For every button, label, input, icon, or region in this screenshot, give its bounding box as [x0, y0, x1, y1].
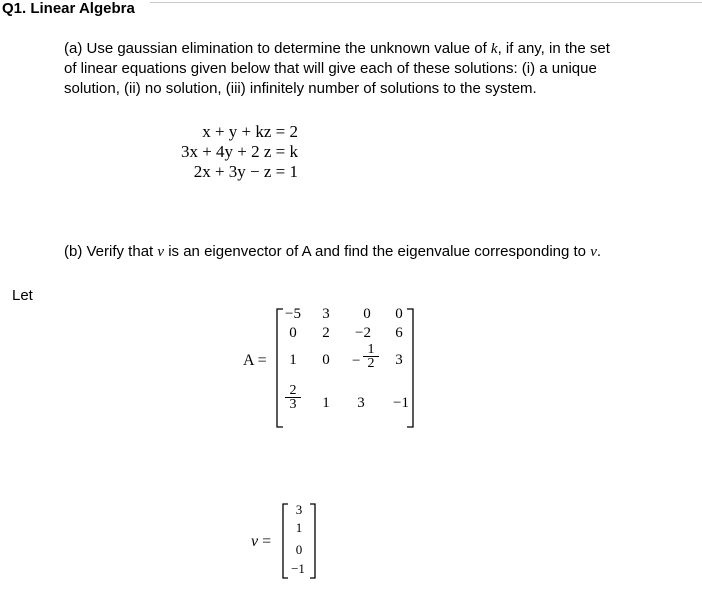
- matrix-a-cell: 1: [289, 352, 297, 368]
- equation-2: 3x + 4y + 2 z = k: [180, 142, 298, 161]
- matrix-a-cell: −2: [355, 325, 371, 341]
- matrix-a-cell: 1: [322, 395, 330, 411]
- vector-v-entry: 1: [295, 520, 303, 535]
- matrix-a-label: A =: [243, 352, 267, 369]
- question-title: Q1. Linear Algebra: [2, 0, 135, 17]
- part-a-text: [64, 39, 664, 99]
- vector-v-entry: 3: [295, 502, 303, 517]
- matrix-a-fraction-half: $\frac{1}{2}$: [363, 343, 379, 370]
- matrix-a-fraction-two-thirds: $\frac{2}{3}$: [285, 384, 301, 411]
- vector-v-label-data: [0, 0, 1, 1]
- matrix-a-cell: 3: [357, 395, 365, 411]
- top-rule: [150, 2, 702, 3]
- equation-1: x + y + kz = 2: [202, 122, 298, 141]
- let-label: Let: [12, 287, 33, 304]
- matrix-a-cell: 3: [322, 306, 330, 322]
- matrix-a-cell: 0: [395, 306, 403, 322]
- matrix-a-cell: 0: [289, 325, 297, 341]
- part-b-text: (b) Verify that v is an eigenvector of A and find the eigenvalue corresponding to v.: [64, 243, 602, 260]
- matrix-a-cell: 2: [322, 325, 330, 341]
- matrix-a-cell: −1: [393, 395, 409, 411]
- equation-3: 2x + 3y − z = 1: [193, 162, 298, 181]
- part-a-line-2: of linear equations given below that will give each of these solutions: (i) a unique: [64, 60, 597, 77]
- vector-v-entry: 0: [295, 542, 303, 557]
- vector-v-label: v =: [251, 533, 272, 550]
- equation-system: [160, 122, 298, 182]
- matrix-a-cell: 0: [322, 352, 330, 368]
- matrix-a-cell: 3: [395, 352, 403, 368]
- part-a-line-1: (a) Use gaussian elimination to determine the unknown value of k, if any, in the set: [64, 40, 610, 57]
- matrix-a-cell: −5: [285, 306, 301, 322]
- part-a-line-3: solution, (ii) no solution, (iii) infinitely number of solutions to the system.: [64, 80, 537, 97]
- matrix-a-cell: 0: [363, 306, 371, 322]
- matrix-a-cell: 6: [395, 325, 403, 341]
- matrix-a-minus-sign: −: [352, 353, 361, 369]
- vector-v-entry: −1: [291, 561, 305, 576]
